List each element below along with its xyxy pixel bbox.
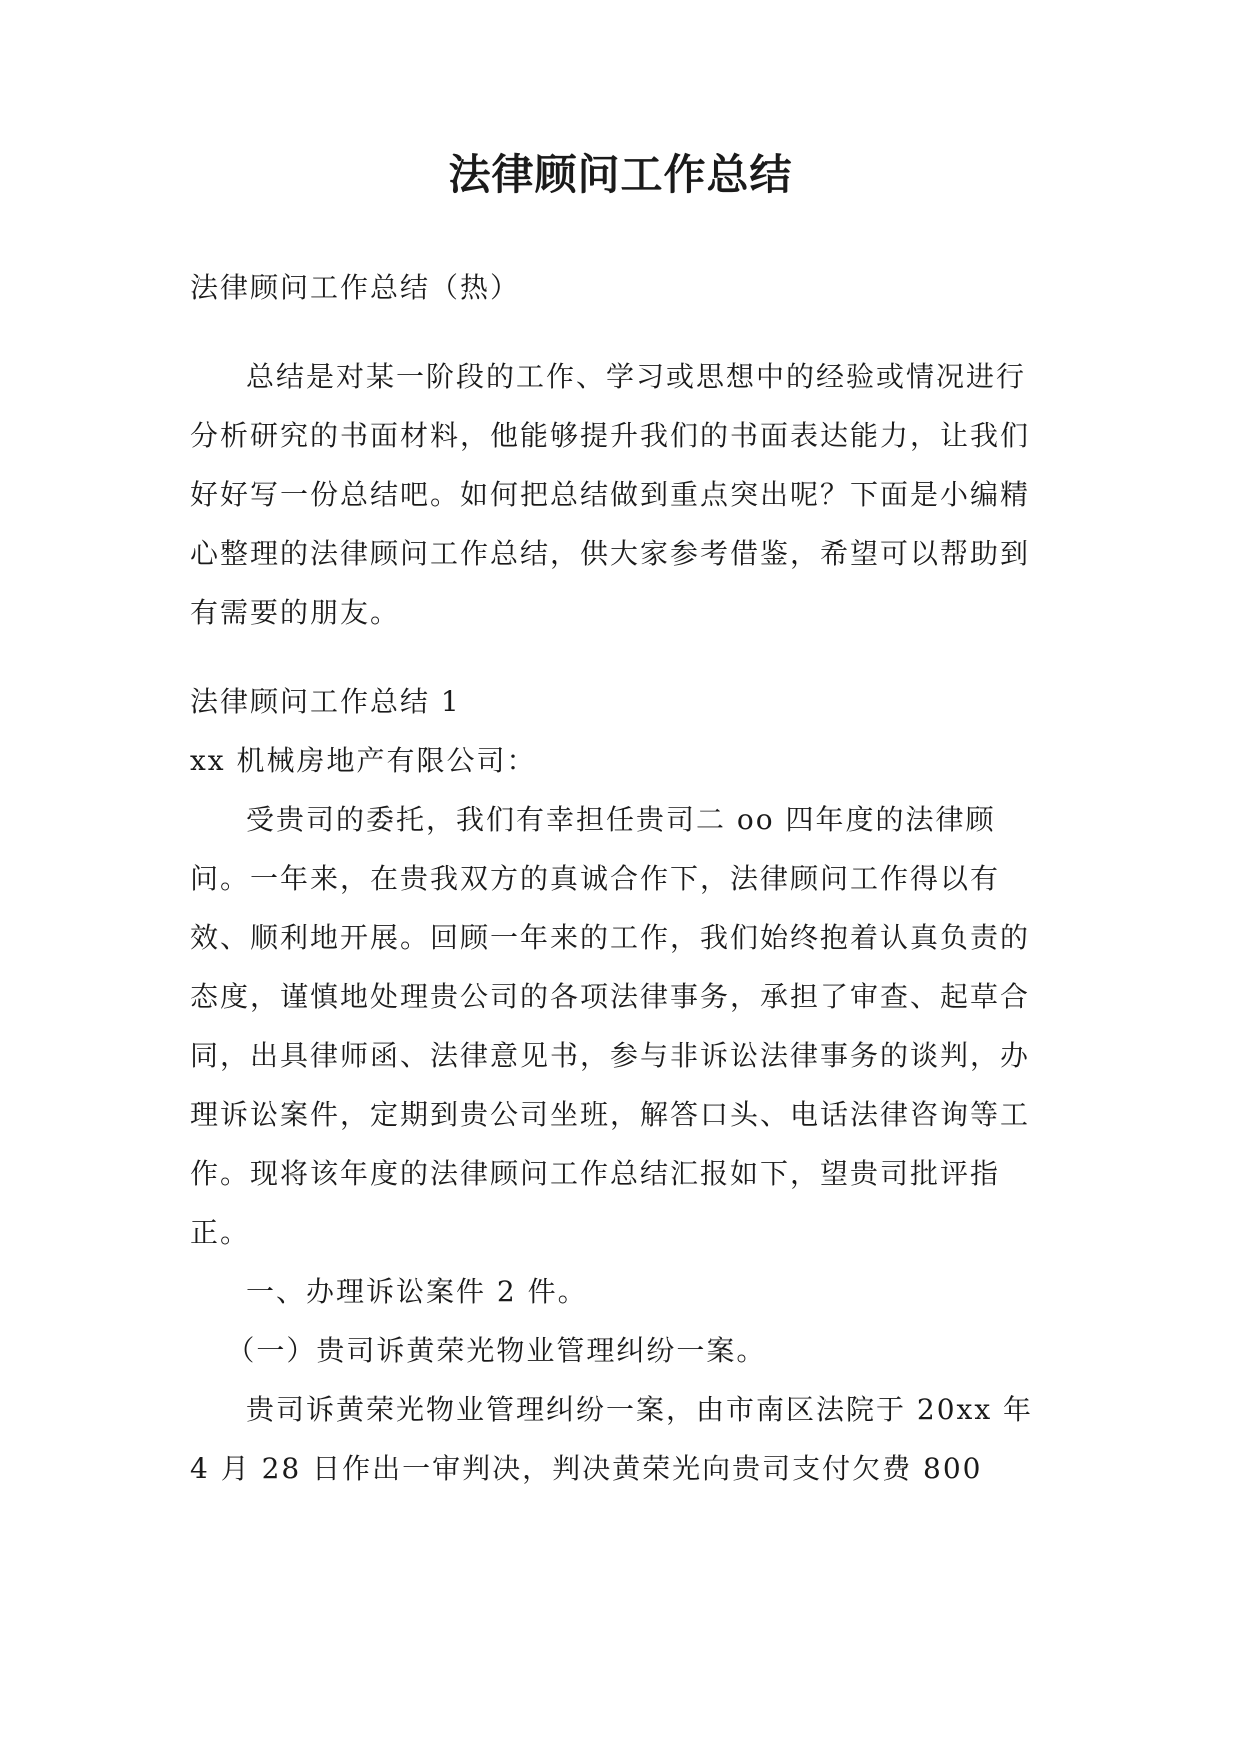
body-paragraph: 受贵司的委托，我们有幸担任贵司二 oo 四年度的法律顾问。一年来，在贵我双方的真诚合作下，法律顾问工作得以有效、顺利地开展。回顾一年来的工作，我们始终抱着认真负责的态度，谨慎地处理贵公司的各项法律事务，承担了审查、起草合同，出具律师函、法律意见书，参与非诉讼法律事务的谈判，办理诉讼案件，定期到贵公司坐班，解答口头、电话法律咨询等工作。现将该年度的法律顾问工作总结汇报如下，望贵司批评指正。 xyxy=(190,803,1031,1249)
spacer xyxy=(190,642,1050,672)
item-heading: 一、办理诉讼案件 2 件。 xyxy=(246,1275,588,1308)
intro-paragraph: 总结是对某一阶段的工作、学习或思想中的经验或情况进行分析研究的书面材料，他能够提升我们的书面表达能力，让我们好好写一份总结吧。如何把总结做到重点突出呢？下面是小编精心整理的法律顾问工作总结，供大家参考借鉴，希望可以帮助到有需要的朋友。 xyxy=(190,360,1031,629)
document-body xyxy=(190,258,1050,1498)
document-title: 法律顾问工作总结 xyxy=(448,150,793,199)
item-subheading: （一）贵司诉黄荣光物业管理纠纷一案。 xyxy=(226,1334,767,1367)
spacer xyxy=(190,317,1050,347)
item-paragraph: 贵司诉黄荣光物业管理纠纷一案，由市南区法院于 20xx 年 4 月 28 日作出一审判决，判决黄荣光向贵司支付欠费 800 xyxy=(190,1393,1034,1485)
document-subtitle: 法律顾问工作总结（热） xyxy=(190,271,521,304)
section-heading: 法律顾问工作总结 1 xyxy=(190,685,461,718)
addressee-line: xx 机械房地产有限公司： xyxy=(190,744,537,777)
